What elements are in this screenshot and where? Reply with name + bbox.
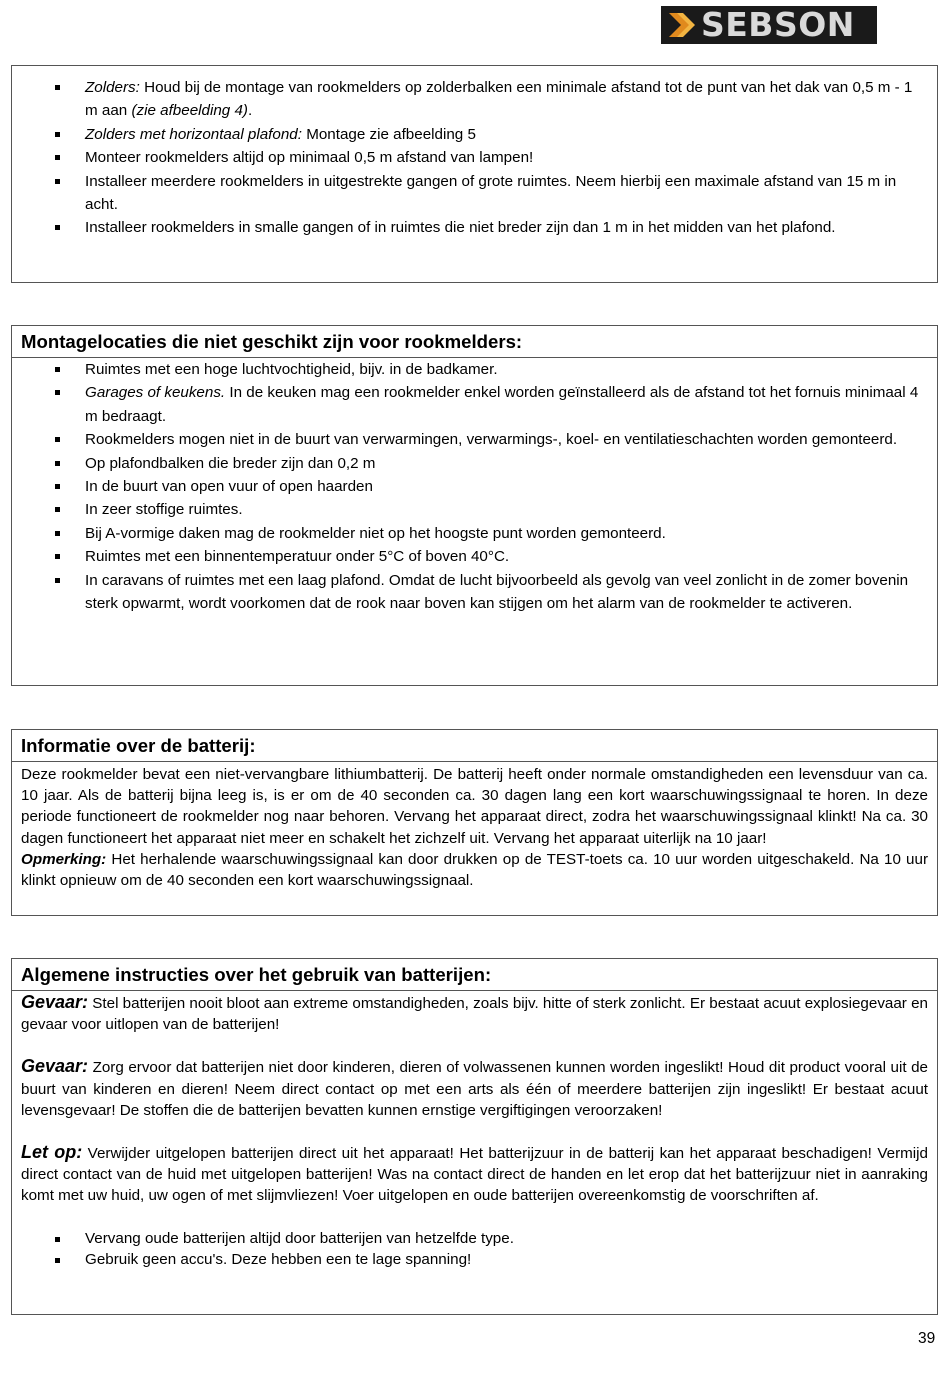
- section-title: Algemene instructies over het gebruik van batterijen:: [12, 959, 937, 991]
- list-item: Op plafondbalken die breder zijn dan 0,2 m: [12, 452, 937, 475]
- list-item: Ruimtes met een binnentemperatuur onder 5°C of boven 40°C.: [12, 545, 937, 568]
- danger-paragraph-2: Gevaar: Zorg ervoor dat batterijen niet door kinderen, dieren of volwassenen kunnen worden ingeslikt! Houd dit product vooral uit de buurt van kinderen en dieren! Neem direct contact op met een arts als één of meerdere batterijen zijn ingeslikt! Er bestaat acuut levensgevaar! De stoffen die de batterijen bevatten kunnen ernstige vergiftigingen veroorzaken!: [21, 1056, 928, 1119]
- list-item: Gebruik geen accu's. Deze hebben een te lage spanning!: [12, 1249, 937, 1271]
- section-title: Montagelocaties die niet geschikt zijn voor rookmelders:: [12, 326, 937, 358]
- section-battery-info: [11, 729, 938, 916]
- battery-note: Opmerking: Het herhalende waarschuwingssignaal kan door drukken op de TEST-toets ca. 10 uur worden uitgeschakeld. Na 10 uur klinkt opnieuw om de 40 seconden een kort waarschuwingssignaal.: [21, 850, 928, 890]
- caution-paragraph: Let op: Verwijder uitgelopen batterijen direct uit het apparaat! Het batterijzuur in de batterij kan het apparaat beschadigen! Vermijd direct contact van de huid met uitgelopen batterijen! Was na contact direct de handen en let erop dat het batterijzuur niet in aanraking komt met uw huid, uw ogen of met slijmvliezen! Voer uitgelopen en oude batterijen overeenkomstig de voorschriften af.: [21, 1142, 928, 1205]
- list-item: Garages of keukens. In de keuken mag een rookmelder enkel worden geïnstalleerd als de afstand tot het fornuis minimaal 4 m bedraagt.: [12, 381, 937, 428]
- chevron-logo-icon: [667, 10, 697, 40]
- list-item: Zolders: Houd bij de montage van rookmelders op zolderbalken een minimale afstand tot de punt van het dak van 0,5 m - 1 m aan (zie afbeelding 4).: [12, 76, 937, 123]
- list-item: Installeer rookmelders in smalle gangen of in ruimtes die niet breder zijn dan 1 m in het midden van het plafond.: [12, 216, 937, 239]
- list-item: In caravans of ruimtes met een laag plafond. Omdat de lucht bijvoorbeeld als gevolg van veel zonlicht in de zomer bovenin sterk opwarmt, wordt voorkomen dat de rook naar boven kan stijgen om het alarm van de rookmelder te activeren.: [12, 569, 937, 616]
- unsuitable-list: [12, 358, 937, 615]
- list-item: Bij A-vormige daken mag de rookmelder niet op het hoogste punt worden gemonteerd.: [12, 522, 937, 545]
- list-item: Monteer rookmelders altijd op minimaal 0,5 m afstand van lampen!: [12, 146, 937, 169]
- list-item: In zeer stoffige ruimtes.: [12, 498, 937, 521]
- section-battery-instructions: [11, 958, 938, 1315]
- list-item: Installeer meerdere rookmelders in uitgestrekte gangen of grote ruimtes. Neem hierbij een maximale afstand van 15 m in acht.: [12, 170, 937, 217]
- list-item: Vervang oude batterijen altijd door batterijen van hetzelfde type.: [12, 1228, 937, 1250]
- section-title: Informatie over de batterij:: [12, 730, 937, 762]
- attic-list: [12, 76, 937, 240]
- logo-text: SEBSON: [701, 5, 855, 44]
- page-number: 39: [918, 1330, 936, 1347]
- list-item: Zolders met horizontaal plafond: Montage zie afbeelding 5: [12, 123, 937, 146]
- danger-paragraph-1: Gevaar: Stel batterijen nooit bloot aan extreme omstandigheden, zoals bijv. hitte of sterk zonlicht. Er bestaat acuut explosiegevaar en gevaar voor uitlopen van de batterijen!: [21, 992, 928, 1034]
- list-item: Ruimtes met een hoge luchtvochtigheid, bijv. in de badkamer.: [12, 358, 937, 381]
- list-item: In de buurt van open vuur of open haarden: [12, 475, 937, 498]
- sebson-logo: [661, 6, 877, 44]
- list-item: Rookmelders mogen niet in de buurt van verwarmingen, verwarmings-, koel- en ventilatieschachten worden gemonteerd.: [12, 428, 937, 451]
- section-attics: [11, 65, 938, 283]
- section-unsuitable-locations: [11, 325, 938, 686]
- battery-list: [12, 1228, 937, 1271]
- battery-info-text: Deze rookmelder bevat een niet-vervangbare lithiumbatterij. De batterij heeft onder normale omstandigheden een levensduur van ca. 10 jaar. Als de batterij bijna leeg is, is er om de 40 seconden ca. 30 dagen lang een kort waarschuwingssignaal te horen. In deze periode functioneert de rookmelder nog naar behoren. Vervang het apparaat direct, zodra het waarschuwingssignaal klinkt! Na ca. 30 dagen functioneert het apparaat niet meer en schakelt het zichzelf uit. Vervang het apparaat uiterlijk na 10 jaar!: [21, 766, 928, 847]
